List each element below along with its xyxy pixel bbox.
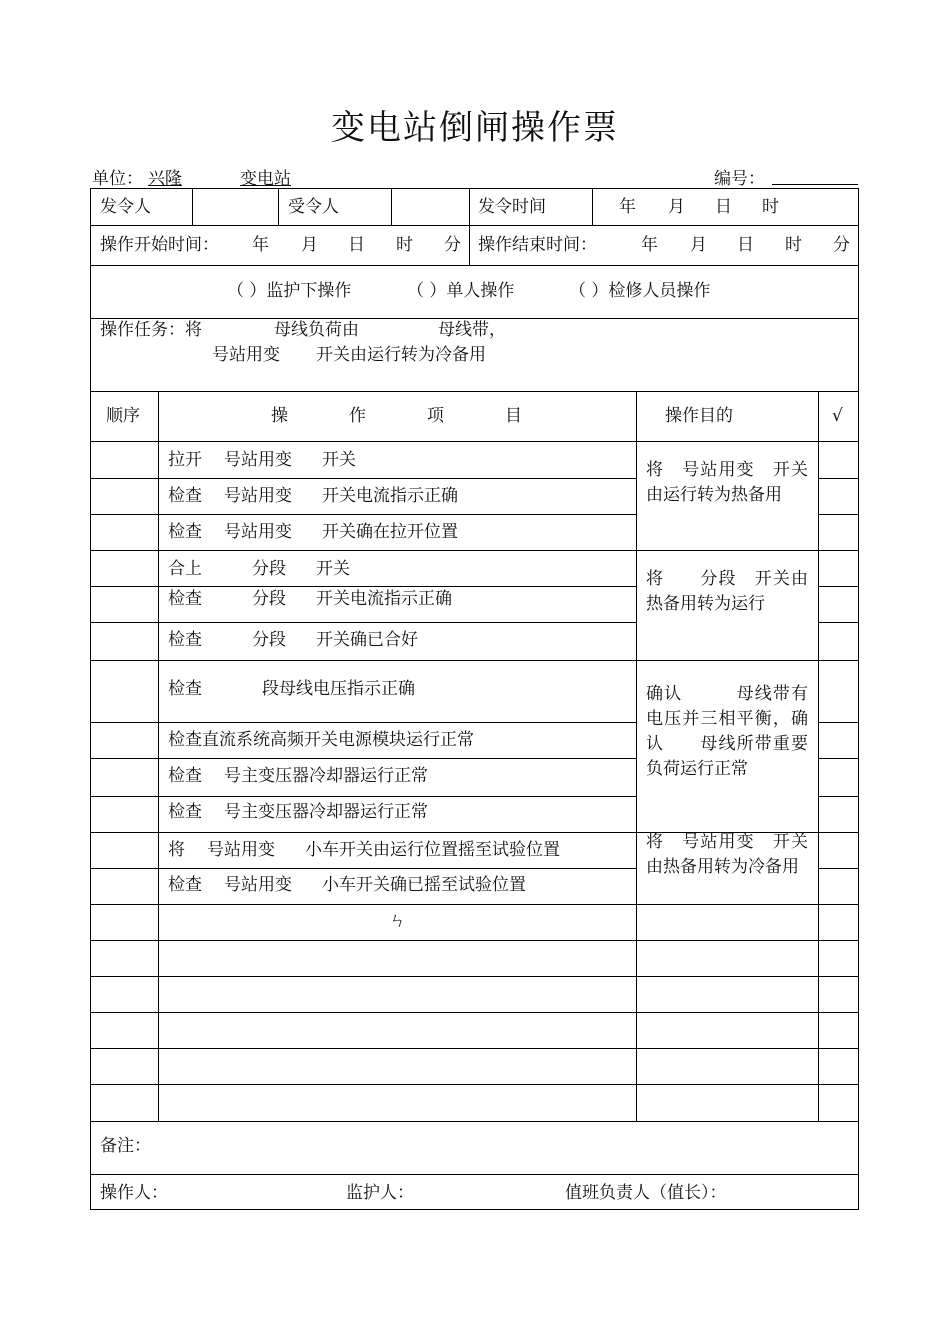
col-item-3: 项 — [427, 406, 444, 426]
issue-time-hour: 时 — [762, 197, 779, 217]
issuer-label: 发令人 — [100, 197, 151, 217]
issue-time-day: 日 — [715, 197, 732, 217]
issue-time-month: 月 — [668, 197, 685, 217]
mode-supervised[interactable]: （ ）监护下操作 — [227, 281, 352, 301]
task-line1-b: 母线带， — [438, 320, 506, 340]
serial-label: 编号： — [714, 169, 765, 189]
task-line2-a: 号站用变 — [212, 345, 280, 365]
col-purpose: 操作目的 — [665, 406, 733, 426]
mode-single[interactable]: （ ）单人操作 — [407, 281, 515, 301]
col-item-4: 目 — [505, 406, 522, 426]
supervisor-label: 监护人： — [346, 1183, 414, 1203]
purpose-1: 将 号站用变 开关由运行转为热备用 — [646, 460, 808, 505]
unit-label: 单位： — [92, 169, 143, 189]
purpose-2: 将 分段 开关由热备用转为运行 — [646, 569, 808, 614]
unit-value — [148, 164, 298, 189]
end-year: 年 — [641, 235, 658, 255]
col-item-1: 操 — [271, 406, 288, 426]
task-line1-a: 母线负荷由 — [274, 320, 359, 340]
step-2: 检查 号站用变 开关电流指示正确 — [168, 486, 458, 506]
purpose-3: 确认 母线带有电压并三相平衡，确认 母线所带重要负荷运行正常 — [646, 684, 808, 779]
start-day: 日 — [348, 235, 365, 255]
start-hour: 时 — [396, 235, 413, 255]
purpose-4: 将 号站用变 开关由热备用转为冷备用 — [646, 832, 808, 877]
receiver-label: 受令人 — [288, 197, 339, 217]
step-10: 检查 号主变压器冷却器运行正常 — [168, 802, 428, 822]
remarks-label: 备注： — [100, 1136, 151, 1156]
step-4: 合上 分段 开关 — [168, 559, 350, 579]
receiver-field[interactable] — [397, 193, 463, 221]
task-label: 操作任务：将 — [100, 320, 202, 340]
col-check: √ — [832, 406, 843, 426]
step-11: 将 号站用变 小车开关由运行位置摇至试验位置 — [168, 840, 560, 860]
end-mark: ㄣ — [389, 911, 406, 931]
step-3: 检查 号站用变 开关确在拉开位置 — [168, 522, 458, 542]
start-time-label: 操作开始时间： — [100, 235, 219, 255]
issue-time-year: 年 — [619, 197, 636, 217]
operator-label: 操作人： — [100, 1183, 168, 1203]
serial-field[interactable] — [772, 184, 858, 185]
step-5: 检查 分段 开关电流指示正确 — [168, 589, 452, 609]
step-8: 检查直流系统高频开关电源模块运行正常 — [168, 730, 474, 750]
step-6: 检查 分段 开关确已合好 — [168, 630, 418, 650]
col-item-2: 作 — [349, 406, 366, 426]
end-hour: 时 — [785, 235, 802, 255]
unit-name: 兴隆 — [148, 169, 182, 189]
issuer-field[interactable] — [199, 193, 273, 221]
col-seq: 顺序 — [106, 406, 140, 426]
step-12: 检查 号站用变 小车开关确已摇至试验位置 — [168, 875, 526, 895]
step-1: 拉开 号站用变 开关 — [168, 450, 356, 470]
station-label: 变电站 — [240, 169, 291, 189]
end-day: 日 — [737, 235, 754, 255]
task-line2-b: 开关由运行转为冷备用 — [316, 345, 486, 365]
start-year: 年 — [252, 235, 269, 255]
end-minute: 分 — [833, 235, 850, 255]
mode-maintenance[interactable]: （ ）检修人员操作 — [569, 281, 711, 301]
start-month: 月 — [301, 235, 318, 255]
duty-label: 值班负责人（值长）： — [565, 1183, 727, 1203]
end-month: 月 — [690, 235, 707, 255]
step-9: 检查 号主变压器冷却器运行正常 — [168, 766, 428, 786]
operation-ticket-table — [90, 188, 859, 1210]
start-minute: 分 — [444, 235, 461, 255]
page-title: 变电站倒闸操作票 — [331, 108, 619, 148]
step-7: 检查 段母线电压指示正确 — [168, 679, 415, 699]
issue-time-label: 发令时间 — [478, 197, 546, 217]
end-time-label: 操作结束时间： — [478, 235, 597, 255]
